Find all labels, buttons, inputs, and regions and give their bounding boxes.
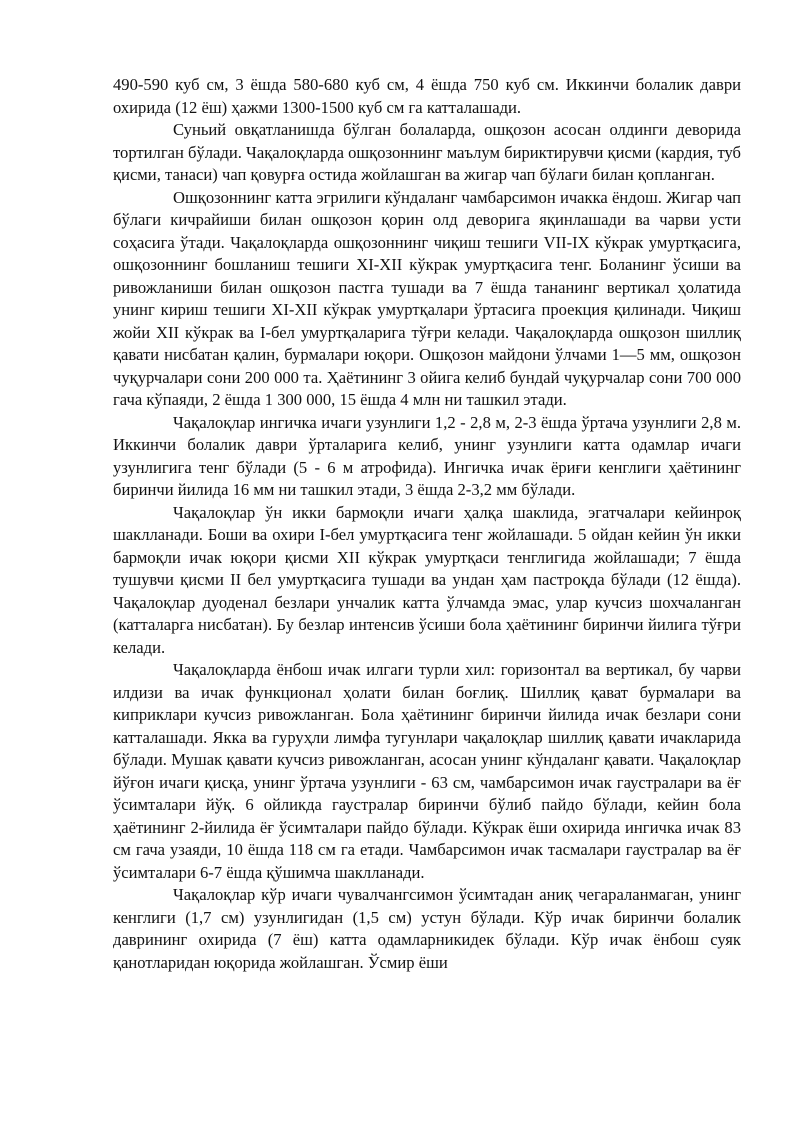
paragraph-6: Чақалоқларда ёнбош ичак илгаги турли хил: горизонтал ва вертикал, бу чарви илдизи ва ичак функционал ҳолати билан боғлиқ. Шиллиқ қават бурмалари ва киприклари кучсиз ривожланган. Бола ҳаётининг биринчи йилида ичак безлари сони катталашади. Якка ва гуруҳли лимфа тугунлари чақалоқлар шиллиқ қавати ичакларида бўлади. Мушак қавати кучсиз ривожланган, асосан унинг кўндаланг қавати. Чақалоқлар йўғон ичаги қисқа, унинг ўртача узунлиги - 63 см, чамбарсимон ичак гаустралари ва ёғ ўсимталари йўқ. 6 ойликда гаустралар биринчи бўлиб пайдо бўлади, кейин бола ҳаётининг 2-йилида ёғ ўсимталари пайдо бўлади. Кўкрак ёши охирида ингичка ичак 83 см гача узаяди, 10 ёшда 118 см га етади. Чамбарсимон ичак тасмалари гаустралар ва ёғ ўсимталари 6-7 ёшда қўшимча шаклланади.: [113, 660, 741, 882]
paragraph-7: Чақалоқлар кўр ичаги чувалчангсимон ўсимтадан аниқ чегараланмаган, унинг кенглиги (1,7 см) узунлигидан (1,5 см) устун бўлади. Кўр ичак биринчи болалик даврининг охирида (7 ёш) катта одамларникидек бўлади. Кўр ичак ёнбош суяк қанотларидан юқорида жойлашган. Ўсмир ёши: [113, 885, 741, 972]
paragraph-4: Чақалоқлар ингичка ичаги узунлиги 1,2 - 2,8 м, 2-3 ёшда ўртача узунлиги 2,8 м. Иккинчи болалик даври ўрталарига келиб, унинг узунлиги катта одамлар ичаги узунлигига тенг бўлади (5 - 6 м атрофида). Ингичка ичак ёриғи кенглиги ҳаётининг биринчи йилида 16 мм ни ташкил этади, 3 ёшда 2-3,2 мм бўлади.: [113, 412, 741, 499]
document-page: [113, 74, 741, 974]
paragraph-2: Суньий овқатланишда бўлган болаларда, ошқозон асосан олдинги деворида тортилган бўлади. Чақалоқларда ошқозоннинг маълум бириктирувчи қисми (кардия, туб қисми, танаси) чап қовурға остида жойлашган ва жигар чап бўлаги билан қопланган.: [113, 120, 741, 184]
paragraph-1: 490-590 куб см, 3 ёшда 580-680 куб см, 4 ёшда 750 куб см. Иккинчи болалик даври охирида (12 ёш) ҳажми 1300-1500 куб см га катталашади.: [113, 75, 741, 117]
paragraph-5: Чақалоқлар ўн икки бармоқли ичаги ҳалқа шаклида, эгатчалари кейинроқ шаклланади. Боши ва охири I-бел умуртқасига тенг жойлашади. 5 ойдан кейин ўн икки бармоқли ичак юқори қисми XII кўкрак умуртқаси тенглигида жойлашади; 7 ёшда тушувчи қисми II бел умуртқасига тушади ва ундан ҳам пастроқда бўлади (12 ёшда). Чақалоқлар дуоденал безлари унчалик катта ўлчамда эмас, улар кучсиз шохчаланган (катталарга нисбатан). Бу безлар интенсив ўсиши бола ҳаётининг биринчи йилига тўғри келади.: [113, 502, 741, 657]
paragraph-3: Ошқозоннинг катта эгрилиги кўндаланг чамбарсимон ичакка ёндош. Жигар чап бўлаги кичрайиши билан ошқозон қорин олд деворига яқинлашади ва чарви усти соҳасига ўтади. Чақалоқларда ошқозоннинг чиқиш тешиги VII-IX кўкрак умуртқасига, ошқозоннинг бошланиш тешиги XI-XII кўкрак умуртқасига тенг. Боланинг ўсиши ва ривожланиши билан ошқозон пастга тушади ва 7 ёшда тананинг вертикал ҳолатида унинг кириш тешиги XI-XII кўкрак умуртқалари ўртасига проекция қилинади. Чиқиш жойи XII кўкрак ва I-бел умуртқаларига тўғри келади. Чақалоқларда ошқозон шиллиқ қавати нисбатан қалин, бурмалари юқори. Ошқозон майдони ўлчами 1—5 мм, ошқозон чуқурчалари сони 200 000 та. Ҳаётининг 3 ойига келиб бундай чуқурчалар сони 700 000 гача кўпаяди, 2 ёшда 1 300 000, 15 ёшда 4 млн ни ташкил этади.: [113, 187, 741, 409]
